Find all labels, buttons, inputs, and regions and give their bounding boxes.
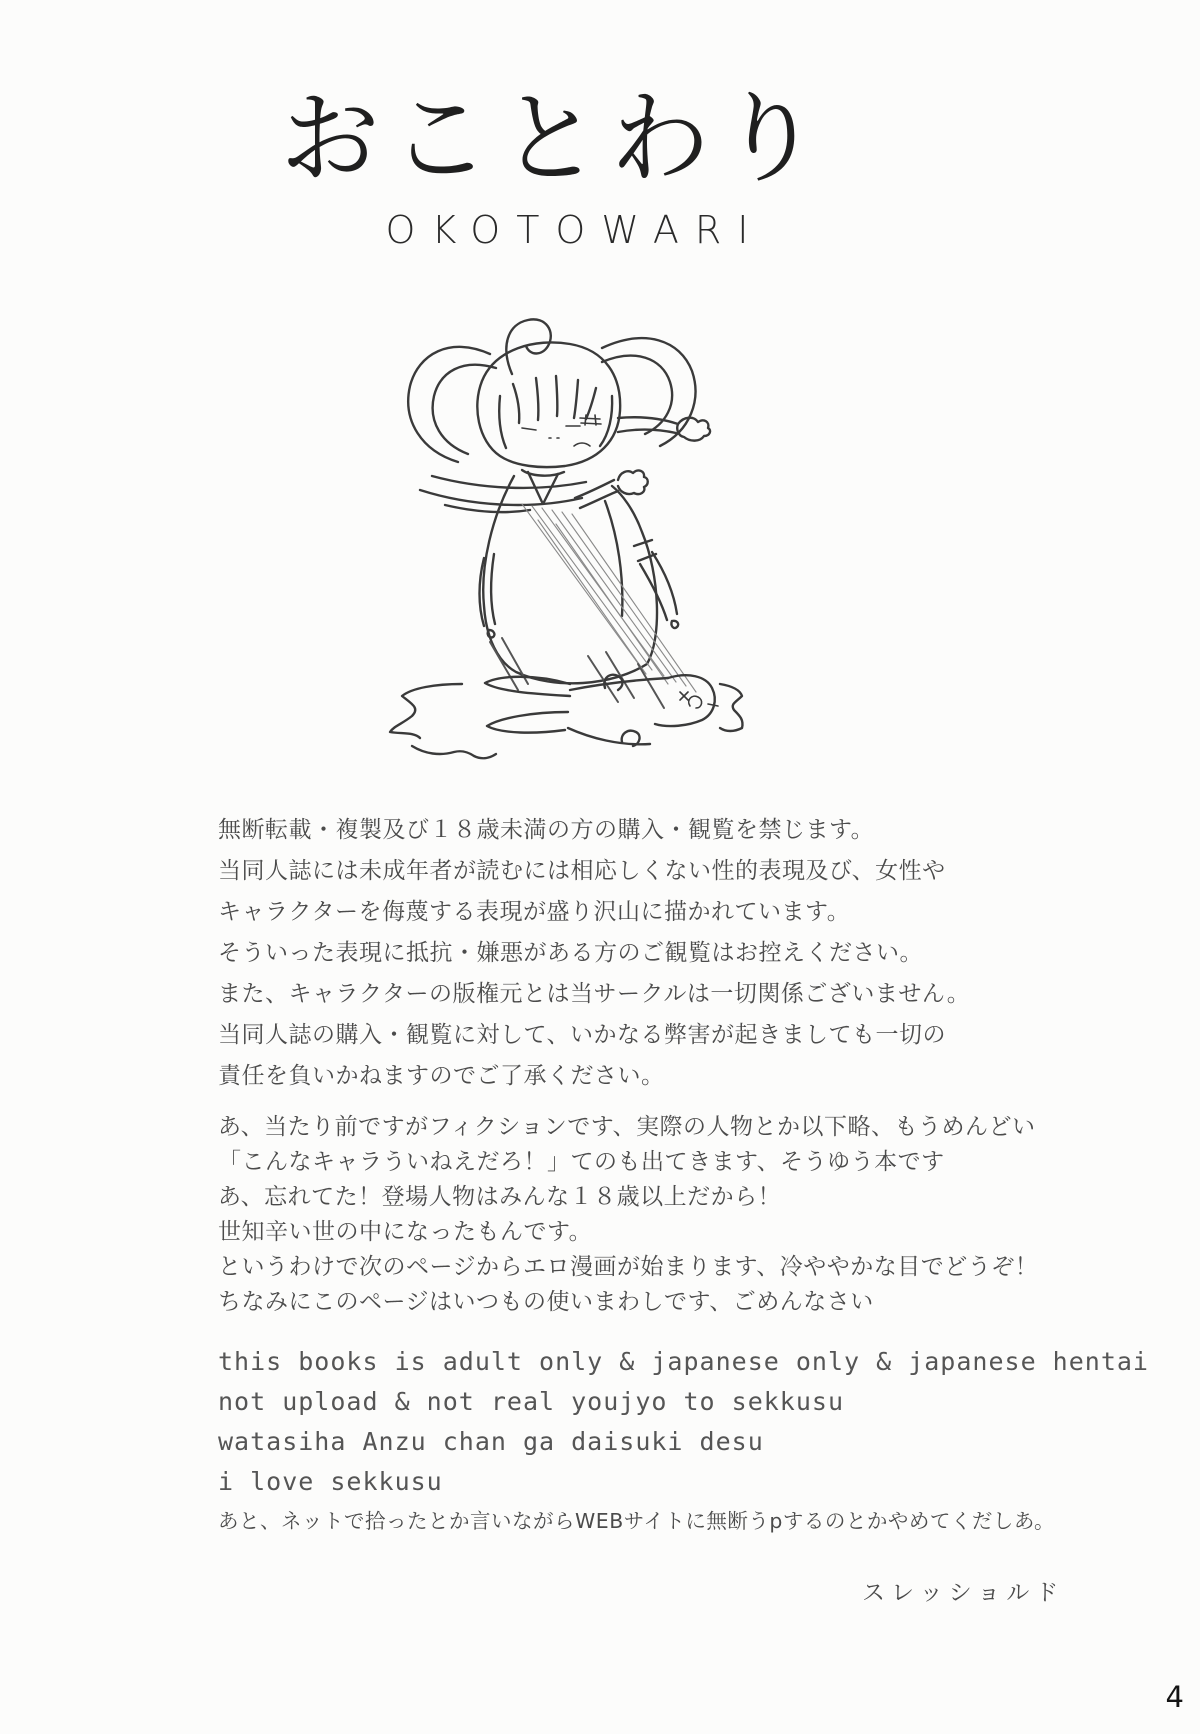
disclaimer-line: 当同人誌には未成年者が読むには相応しくない性的表現及び、女性や xyxy=(218,858,946,884)
page-number: 4 xyxy=(1165,1680,1184,1714)
note-line: 世知辛い世の中になったもんです。 xyxy=(218,1219,593,1245)
front-hand xyxy=(575,470,648,508)
twin-tails xyxy=(408,338,695,462)
girl-face xyxy=(522,426,590,446)
note-line: 「こんなキャラういねえだろ！」てのも出てきます、そうゆう本です xyxy=(218,1149,945,1175)
chibi-girl-smack-illustration xyxy=(350,276,790,776)
impact-flash-left xyxy=(390,684,496,758)
english-note-line: i love sekkusu xyxy=(218,1467,443,1496)
author-notes-paragraph xyxy=(218,1110,1038,1320)
note-line: あ、当たり前ですがフィクションです、実際の人物とか以下略、もうめんどい xyxy=(218,1114,1036,1140)
english-notes-paragraph xyxy=(218,1342,1149,1502)
disclaimer-line: キャラクターを侮蔑する表現が盛り沢山に描かれています。 xyxy=(218,899,851,925)
rabbit-face xyxy=(680,692,718,708)
raised-arm xyxy=(618,417,710,440)
disclaimer-paragraph xyxy=(218,810,970,1097)
disclaimer-line: 責任を負いかねますのでご了承ください。 xyxy=(218,1063,665,1089)
footer-note-line: あと、ネットで拾ったとか言いながらWEBサイトに無断うpするのとかやめてくだしあ。 xyxy=(218,1509,1056,1533)
page-title-romaji: OKOTOWARI xyxy=(385,208,765,252)
circle-credit: スレッショルド xyxy=(862,1580,1065,1606)
rabbit-plush xyxy=(485,675,715,746)
speed-lines xyxy=(522,504,696,692)
ahoge-curl xyxy=(506,319,550,374)
anger-vein-icon xyxy=(580,415,601,425)
page-title: おことわり xyxy=(280,80,830,197)
swing-motion-arcs xyxy=(420,476,586,512)
note-line: あ、忘れてた！登場人物はみんな１８歳以上だから！ xyxy=(218,1184,782,1210)
english-note-line: watasiha Anzu chan ga daisuki desu xyxy=(218,1427,764,1456)
disclaimer-line: そういった表現に抵抗・嫌悪がある方のご観覧はお控えください。 xyxy=(218,940,923,966)
impact-flash-right xyxy=(720,684,743,731)
english-note-line: not upload & not real youjyo to sekkusu xyxy=(218,1387,844,1416)
disclaimer-line: 当同人誌の購入・観覧に対して、いかなる弊害が起きましても一切の xyxy=(218,1022,947,1048)
note-line: というわけで次のページからエロ漫画が始まります、冷ややかな目でどうぞ！ xyxy=(218,1254,1039,1280)
disclaimer-line: 無断転載・複製及び１８歳未満の方の購入・観覧を禁じます。 xyxy=(218,817,875,843)
note-line: ちなみにこのページはいつもの使いまわしです、ごめんなさい xyxy=(218,1289,874,1315)
disclaimer-line: また、キャラクターの版権元とは当サークルは一切関係ございません。 xyxy=(218,981,971,1007)
girl-head xyxy=(477,342,620,467)
english-note-line: this books is adult only & japanese only & japanese hentai xyxy=(218,1347,1149,1376)
